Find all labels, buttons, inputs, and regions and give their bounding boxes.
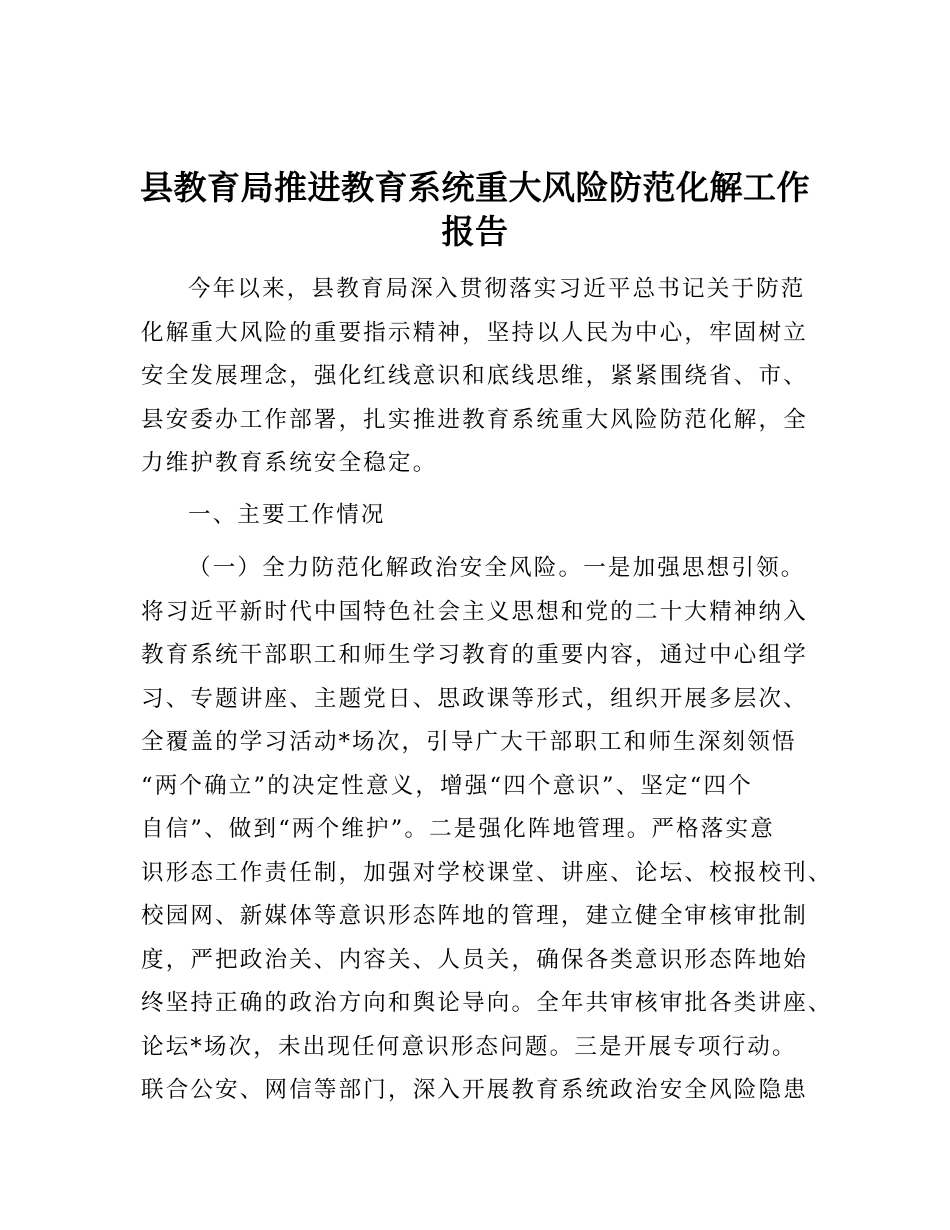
para-one-line-8: 识形态工作责任制，加强对学校课堂、讲座、论坛、校报校刊、: [141, 859, 833, 886]
para-one-line-12: 论坛*场次，未出现任何意识形态问题。三是开展专项行动。: [141, 1033, 797, 1060]
intro-paragraph: [141, 268, 831, 486]
para-one-line-9: 校园网、新媒体等意识形态阵地的管理，建立健全审核审批制: [141, 903, 808, 929]
para-one-line-3: 教育系统干部职工和师生学习教育的重要内容，通过中心组学: [141, 642, 808, 668]
intro-line-4: 县安委办工作部署，扎实推进教育系统重大风险防范化解，全: [141, 406, 808, 433]
section-heading-text: 一、主要工作情况: [188, 502, 386, 528]
para-one-line-7: 自信”、做到“两个维护”。二是强化阵地管理。严格落实意: [141, 816, 775, 842]
para-one-line-6: “两个确立”的决定性意义，增强“四个意识”、坚定“四个: [141, 772, 753, 799]
intro-line-3: 安全发展理念，强化红线意识和底线思维，紧紧围绕省、市、: [141, 363, 808, 389]
para-one-line-1: （一）全力防范化解政治安全风险。一是加强思想引领。: [188, 555, 806, 581]
para-one-line-5: 全覆盖的学习活动*场次，引导广大干部职工和师生深刻领悟: [141, 729, 797, 755]
para-one-line-2: 将习近平新时代中国特色社会主义思想和党的二十大精神纳入: [141, 598, 808, 625]
document-title-line-2: 报告: [441, 212, 509, 251]
paragraph-one: [141, 547, 831, 1113]
para-one-line-11: 终坚持正确的政治方向和舆论导向。全年共审核审批各类讲座、: [141, 990, 833, 1016]
intro-line-5: 力维护教育系统安全稳定。: [141, 450, 438, 476]
para-one-line-13: 联合公安、网信等部门，深入开展教育系统政治安全风险隐患: [141, 1077, 808, 1103]
intro-line-2: 化解重大风险的重要指示精神，坚持以人民为中心，牢固树立: [141, 319, 808, 346]
intro-line-1: 今年以来，县教育局深入贯彻落实习近平总书记关于防范: [188, 276, 806, 302]
document-title-line-1: 县教育局推进教育系统重大风险防范化解工作: [140, 168, 810, 207]
para-one-line-4: 习、专题讲座、主题党日、思政课等形式，组织开展多层次、: [141, 685, 808, 712]
section-heading: [141, 494, 831, 538]
para-one-line-10: 度，严把政治关、内容关、人员关，确保各类意识形态阵地始: [141, 946, 808, 973]
